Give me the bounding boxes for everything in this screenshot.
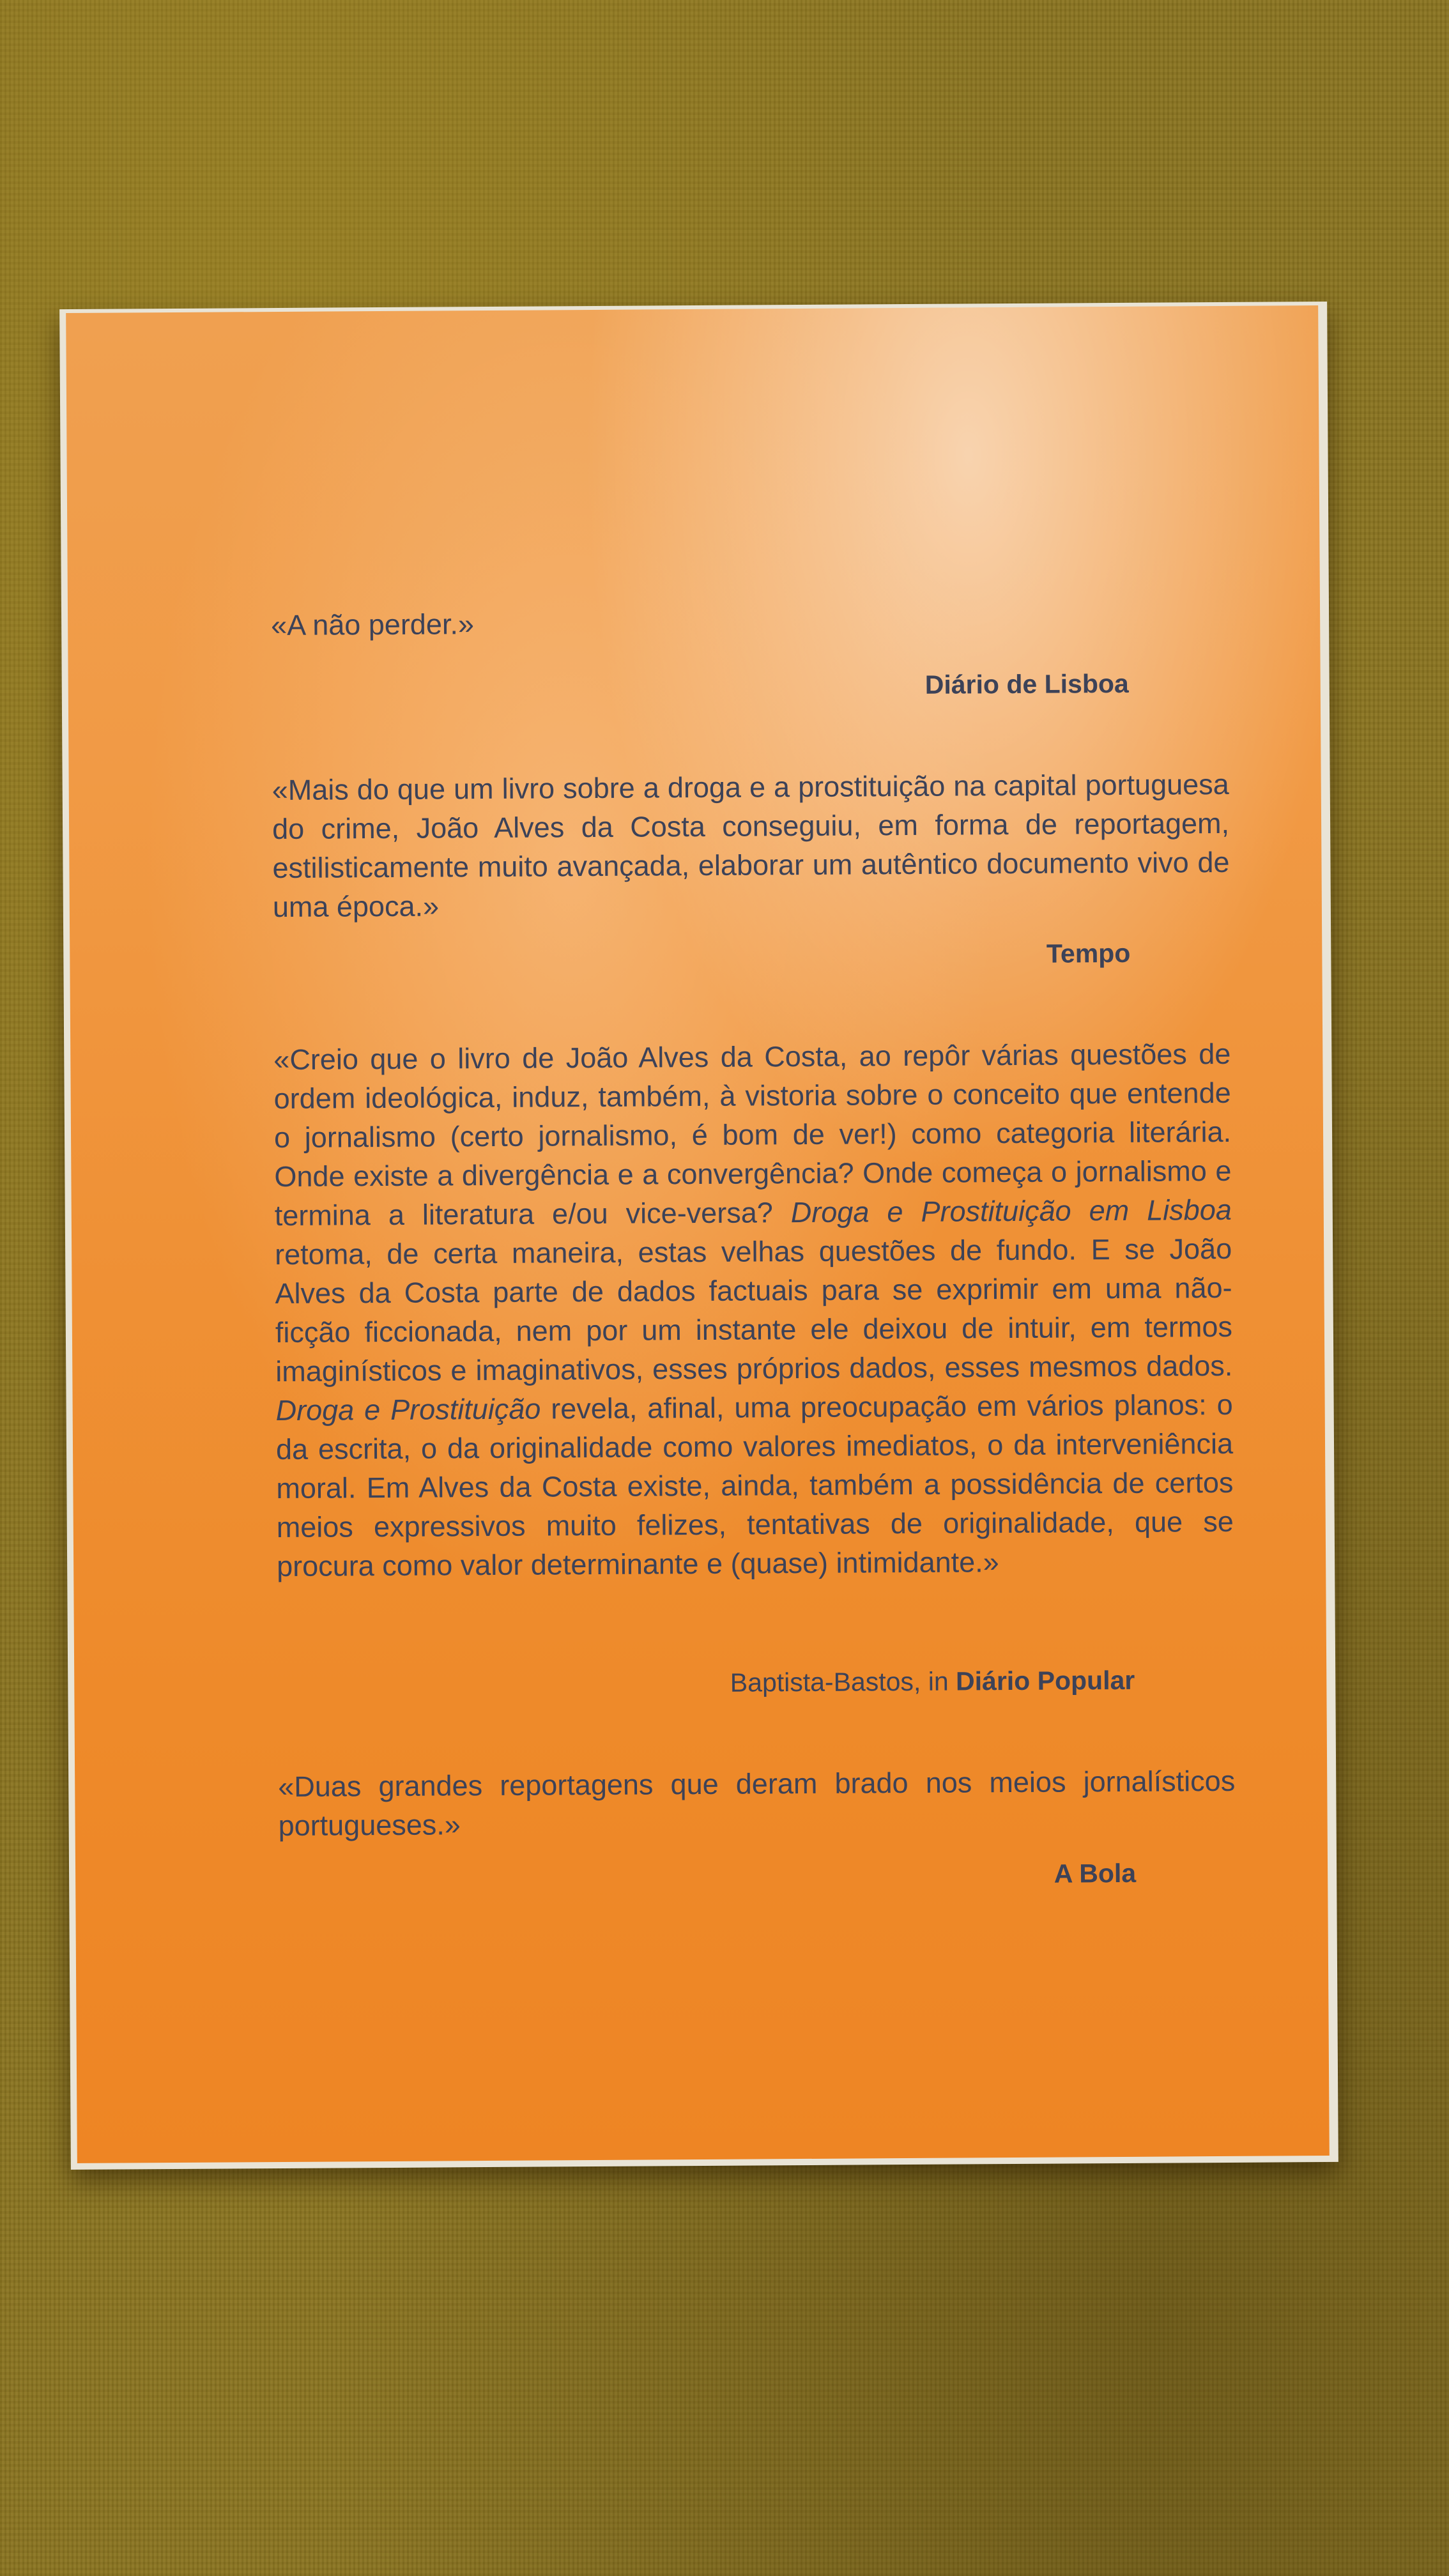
quote-text: «Duas grandes reportagens que deram brado nos meios jornalísticos portugueses.» bbox=[278, 1764, 1236, 1843]
quote-text: «A não perder.» bbox=[271, 608, 475, 642]
quote-text-part-2: retoma, de certa maneira, estas velhas questões de fundo. E se João Alves da Costa parte de dados factuais para se exprimir em uma não-ficção ficcionada, nem por um instante ele deixou de intuir, em termos imaginísticos e imaginativos, esses próprios dados, esses mesmos dados. bbox=[275, 1232, 1233, 1388]
book-back-cover bbox=[66, 305, 1330, 2163]
attribution-diario-popular bbox=[730, 1662, 1135, 1701]
quote-a-bola bbox=[278, 1761, 1236, 1845]
quote-text-part-3: revela, afinal, uma preocupação em vários planos: o da escrita, o da originalidade como valores imediatos, o da interveniência moral. Em Alves da Costa existe, ainda, também a possidência de certos meios expressivos muito felizes, tentativas de originalidade, que se procura como valor determinante e (quase) intimidante.» bbox=[275, 1388, 1234, 1583]
book-title-italic: Droga e Prostituição em Lisboa bbox=[790, 1193, 1232, 1229]
source-name: A Bola bbox=[1054, 1858, 1137, 1889]
quote-text: «Mais do que um livro sobre a droga e a prostituição na capital portuguesa do crime, João Alves da Costa conseguiu, em forma de reportagem, estilisticamente muito avançada, elaborar um autêntico documento vivo de uma época.» bbox=[272, 767, 1230, 924]
attribution-diario-de-lisboa bbox=[925, 666, 1129, 703]
quote-diario-popular bbox=[273, 1034, 1234, 1586]
source-name: Tempo bbox=[1046, 938, 1131, 969]
source-name: Diário Popular bbox=[955, 1665, 1135, 1696]
quote-text-part-1: «Creio que o livro de João Alves da Costa, ao repôr várias questões de ordem ideológica, induz, também, à vistoria sobre o conceito que entende o jornalismo (certo jornalismo, é bom de ver!) como categoria literária. Onde existe a divergência e a convergência? Onde começa o jornalismo e termina a literatura e/ou vice-versa? bbox=[273, 1037, 1232, 1232]
attribution-tempo bbox=[1046, 935, 1131, 972]
quote-diario-de-lisboa bbox=[271, 600, 1228, 645]
author-name: Baptista-Bastos, in bbox=[730, 1666, 956, 1698]
quote-tempo bbox=[272, 765, 1230, 926]
book-title-short-italic: Droga e Prostituição bbox=[275, 1392, 541, 1427]
source-name: Diário de Lisboa bbox=[924, 668, 1129, 700]
attribution-a-bola bbox=[1054, 1855, 1137, 1892]
